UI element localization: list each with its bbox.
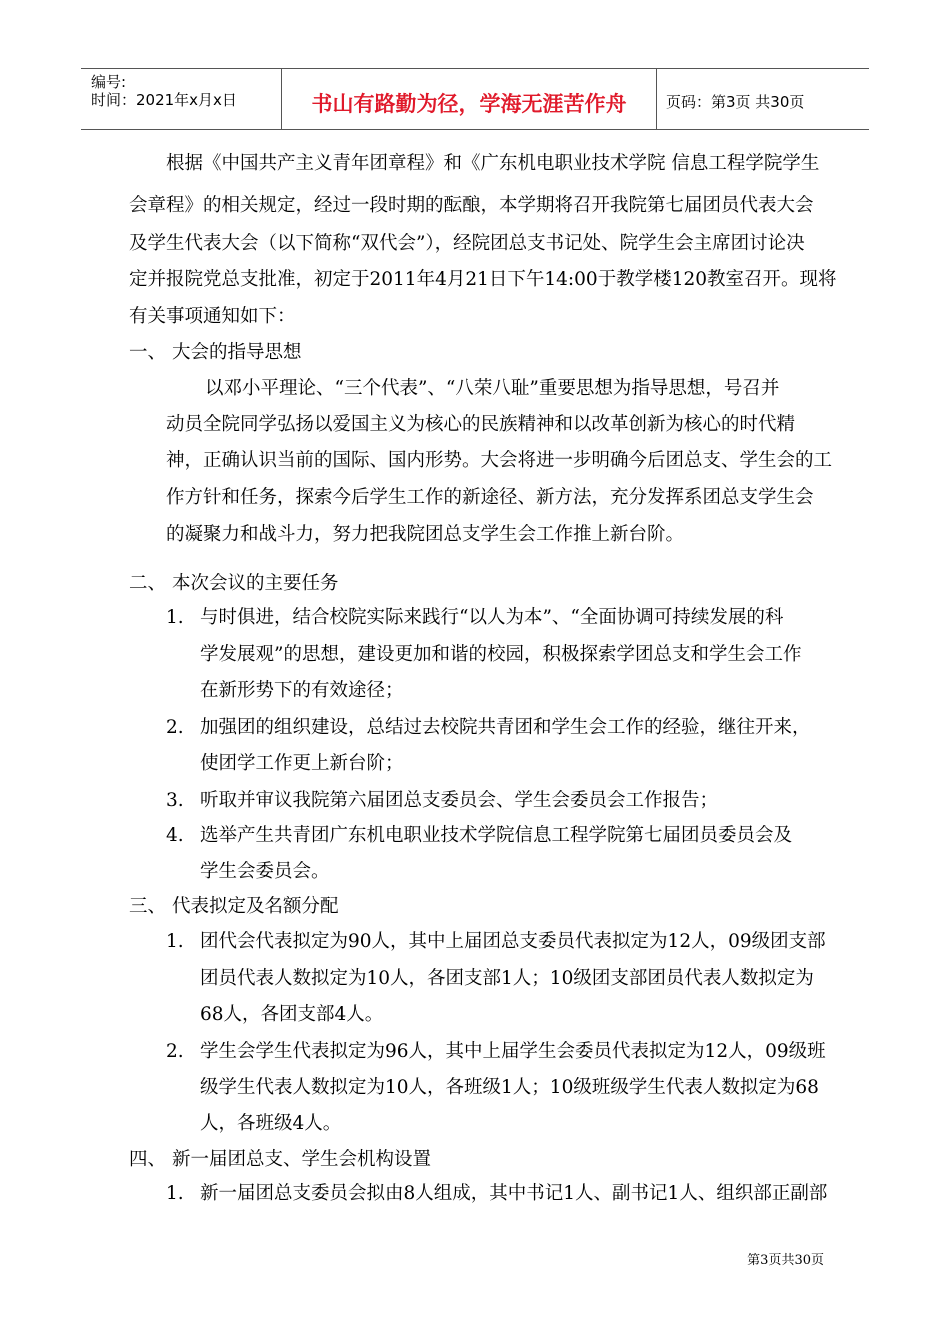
section-number: 三、 <box>129 896 167 917</box>
section-number: 一、 <box>129 342 167 363</box>
section-title: 代表拟定及名额分配 <box>172 896 339 917</box>
list-item-number: 2. <box>166 1041 184 1062</box>
intro-line: 有关事项通知如下： <box>129 306 296 327</box>
list-item-line: 68人，各团支部4人。 <box>200 1004 384 1025</box>
list-item-line: 与时俱进，结合校院实际来践行“以人为本”、“全面协调可持续发展的科 <box>200 607 784 628</box>
intro-line: 会章程》的相关规定，经过一段时期的酝酿，本学期将召开我院第七届团员代表大会 <box>129 195 814 216</box>
list-item-line: 团员代表人数拟定为10人，各团支部1人；10级团支部团员代表人数拟定为 <box>200 968 814 989</box>
header-motto-cell <box>281 69 657 129</box>
intro-line: 定并报院党总支批准，初定于2011年4月21日下午14:00于教学楼120教室召开。现将 <box>129 269 837 290</box>
intro-line: 及学生代表大会（以下简称“双代会”），经院团总支书记处、院学生会主席团讨论决 <box>129 233 805 254</box>
page-header <box>81 68 869 130</box>
list-item-line: 学生会学生代表拟定为96人，其中上届学生会委员代表拟定为12人，09级班 <box>200 1041 826 1062</box>
list-item-line: 听取并审议我院第六届团总支委员会、学生会委员会工作报告； <box>200 790 719 811</box>
list-item-number: 1. <box>166 931 184 952</box>
section-paragraph-line: 神，正确认识当前的国际、国内形势。大会将进一步明确今后团总支、学生会的工 <box>166 450 833 471</box>
list-item-line: 使团学工作更上新台阶； <box>200 753 404 774</box>
section-paragraph-line: 的凝聚力和战斗力，努力把我院团总支学生会工作推上新台阶。 <box>166 524 685 545</box>
list-item-line: 级学生代表人数拟定为10人，各班级1人；10级班级学生代表人数拟定为68 <box>200 1077 819 1098</box>
header-page-label: 页码：第3页 共30页 <box>666 93 805 111</box>
header-motto: 书山有路勤为径，学海无涯苦作舟 <box>311 92 627 116</box>
list-item-number: 1. <box>166 1183 184 1204</box>
document-date-label: 时间：2021年x月x日 <box>91 91 237 109</box>
intro-line: 根据《中国共产主义青年团章程》和《广东机电职业技术学院 信息工程学院学生 <box>166 153 820 174</box>
list-item-line: 学发展观”的思想，建设更加和谐的校园，积极探索学团总支和学生会工作 <box>200 644 802 665</box>
list-item-number: 4. <box>166 825 184 846</box>
list-item-line: 学生会委员会。 <box>200 861 330 882</box>
list-item-line: 加强团的组织建设，总结过去校院共青团和学生会工作的经验，继往开来， <box>200 717 811 738</box>
section-paragraph-line: 作方针和任务，探索今后学生工作的新途径、新方法，充分发挥系团总支学生会 <box>166 487 814 508</box>
list-item-number: 1. <box>166 607 184 628</box>
section-paragraph-line: 以邓小平理论、“三个代表”、“八荣八耻”重要思想为指导思想，号召并 <box>205 378 780 399</box>
list-item-line: 人，各班级4人。 <box>200 1113 342 1134</box>
section-title: 本次会议的主要任务 <box>172 573 339 594</box>
section-number: 二、 <box>129 573 167 594</box>
section-paragraph-line: 动员全院同学弘扬以爱国主义为核心的民族精神和以改革创新为核心的时代精 <box>166 414 796 435</box>
header-meta-cell <box>81 69 281 129</box>
list-item-line: 在新形势下的有效途径； <box>200 680 404 701</box>
section-title: 大会的指导思想 <box>172 342 302 363</box>
section-title: 新一届团总支、学生会机构设置 <box>172 1149 432 1170</box>
list-item-number: 2. <box>166 717 184 738</box>
list-item-number: 3. <box>166 790 184 811</box>
list-item-line: 新一届团总支委员会拟由8人组成，其中书记1人、副书记1人、组织部正副部 <box>200 1183 828 1204</box>
section-number: 四、 <box>129 1149 167 1170</box>
page-footer: 第3页共30页 <box>747 1253 824 1268</box>
list-item-line: 选举产生共青团广东机电职业技术学院信息工程学院第七届团员委员会及 <box>200 825 793 846</box>
document-number-label: 编号: <box>91 73 127 91</box>
header-page-cell <box>656 69 869 129</box>
list-item-line: 团代会代表拟定为90人，其中上届团总支委员代表拟定为12人，09级团支部 <box>200 931 826 952</box>
